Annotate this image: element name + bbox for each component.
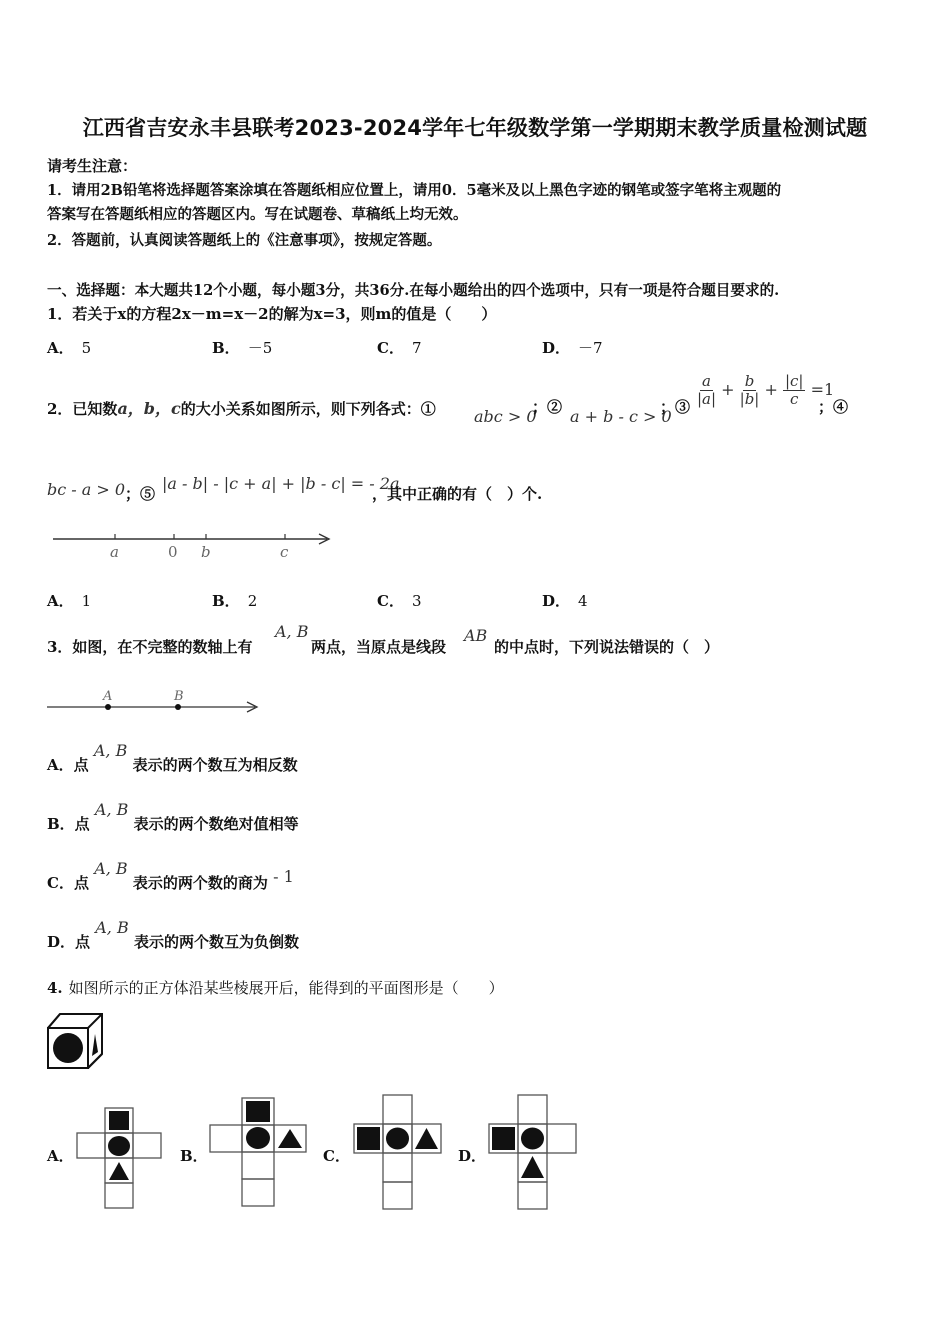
q4-option-b-label[interactable]: B． — [180, 1147, 208, 1165]
q2-option-d[interactable]: D． 4 — [542, 592, 588, 610]
q3-mid: 两点，当原点是线段 — [311, 638, 447, 656]
q3-option-c[interactable]: C．点 A, B 表示的两个数的商为 - 1 — [47, 859, 294, 892]
q2-option-c[interactable]: C． 3 — [377, 592, 422, 610]
notice-line2: 2．答题前，认真阅读答题纸上的《注意事项》，按规定答题。 — [47, 232, 442, 249]
q2-stem: 2．已知数a，b，c的大小关系如图所示，则下列各式：① — [47, 399, 436, 418]
q2-option-b[interactable]: B． 2 — [212, 592, 258, 610]
q4-net-c[interactable] — [353, 1093, 443, 1211]
q2-sep-1: ；② — [532, 398, 563, 416]
q2-option-a[interactable]: A． 1 — [47, 592, 92, 610]
axis-label-c: c — [280, 543, 289, 561]
q1-option-c[interactable]: C． 7 — [377, 339, 422, 357]
q3-vars: A, B — [275, 622, 309, 641]
q3-lead: 3．如图，在不完整的数轴上有 — [47, 638, 253, 656]
cube-figure — [46, 1012, 106, 1070]
q4-stem: 4. 如图所示的正方体沿某些棱展开后，能得到的平面图形是（ ） — [47, 979, 504, 997]
q2-expr-5: |a - b| - |c + a| + |b - c| = - 2a — [162, 474, 400, 493]
section-heading: 一、选择题：本大题共12个小题，每小题3分，共36分.在每小题给出的四个选项中，只有一项是符合题目要求的. — [47, 282, 780, 299]
q3-option-b[interactable]: B．点 A, B 表示的两个数绝对值相等 — [47, 800, 299, 833]
q3-option-d[interactable]: D．点 A, B 表示的两个数互为负倒数 — [47, 918, 299, 951]
q4-option-a-label[interactable]: A． — [47, 1147, 74, 1165]
q4-net-a[interactable] — [74, 1106, 166, 1210]
q2-sep-2: ；③ — [660, 398, 691, 416]
q1-option-b[interactable]: B． －5 — [212, 339, 273, 357]
q3-option-a[interactable]: A．点 A, B 表示的两个数互为相反数 — [47, 741, 298, 774]
q4-option-c-label[interactable]: C． — [323, 1147, 350, 1165]
fraction-a: $\frac{a}{|a|}$ — [697, 372, 717, 408]
fraction-c: $\frac{|c|}{c}$ — [784, 372, 804, 408]
axis-label-B: B — [174, 689, 184, 704]
fraction-b: $\frac{b}{|b|}$ — [739, 372, 760, 408]
axis-label-A: A — [103, 689, 113, 704]
q3-number-line — [45, 686, 265, 720]
q1-stem: 1．若关于x的方程2x－m=x－2的解为x=3，则m的值是（ ） — [47, 305, 497, 323]
q2-expr-3: $\frac{a}{|a|}$ + $\frac{b}{|b|}$ + $\frac{|c|}{c}$ =1 — [697, 372, 835, 408]
q1-option-d[interactable]: D． －7 — [542, 339, 603, 357]
q2-sep-3: ；④ — [818, 398, 849, 416]
q2-expr-1: abc > 0 — [474, 407, 537, 426]
q2-expr-2: a + b - c > 0 — [570, 407, 672, 426]
notice-line1b: 答案写在答题纸相应的答题区内。写在试题卷、草稿纸上均无效。 — [47, 206, 468, 223]
q2-tail: ，其中正确的有（ ）个. — [372, 485, 543, 503]
q4-net-d[interactable] — [488, 1093, 578, 1211]
q3-tail: 的中点时，下列说法错误的（ ） — [494, 638, 720, 656]
axis-label-0: 0 — [168, 543, 178, 561]
q4-net-b[interactable] — [208, 1096, 308, 1210]
q4-option-d-label[interactable]: D． — [458, 1147, 487, 1165]
q1-option-a[interactable]: A． 5 — [47, 339, 92, 357]
circle-shape — [53, 1033, 83, 1063]
axis-label-b: b — [201, 543, 211, 561]
q3-segment: AB — [464, 626, 488, 645]
q2-number-line — [47, 528, 347, 564]
notice-line1a: 1．请用2B铅笔将选择题答案涂填在答题纸相应位置上，请用0．5毫米及以上黑色字迹的钢笔或签字笔将主观题的 — [47, 182, 782, 199]
notice-heading: 请考生注意： — [47, 157, 138, 175]
page-title: 江西省吉安永丰县联考2023-2024学年七年级数学第一学期期末教学质量检测试题 — [82, 116, 868, 140]
q2-expr-4: bc - a > 0 — [47, 480, 126, 499]
q2-sep-4: ；⑤ — [125, 485, 156, 503]
axis-label-a: a — [110, 543, 119, 561]
